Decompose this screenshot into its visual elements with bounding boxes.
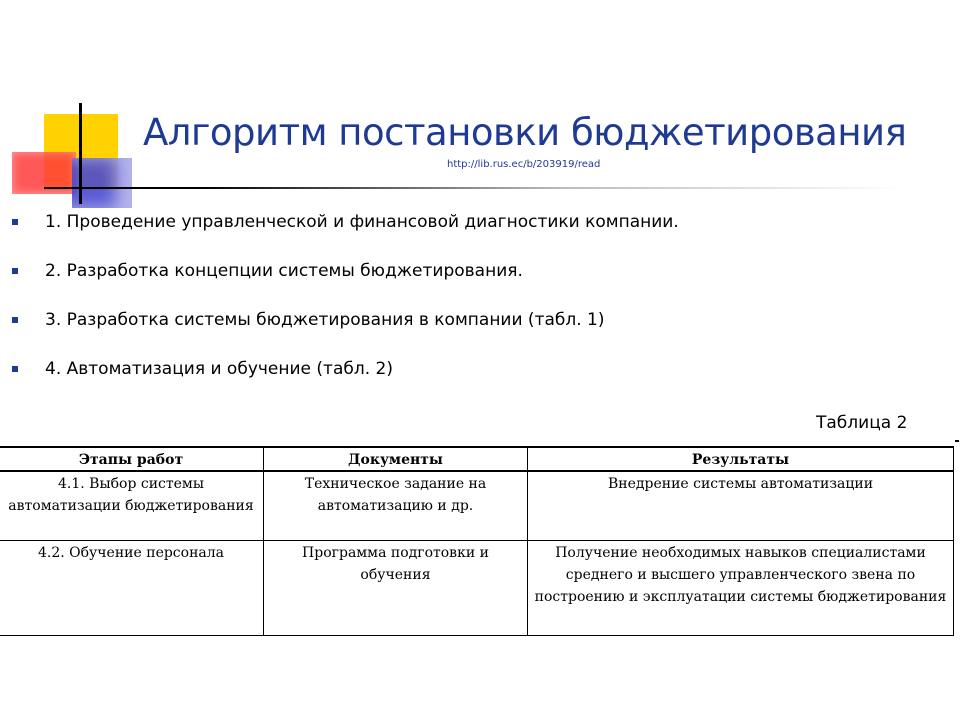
- table-row: [0, 471, 954, 541]
- header-cell-documents: Документы: [264, 447, 528, 471]
- table-cell: Внедрение системы автоматизации: [528, 471, 954, 541]
- table-cell: Получение необходимых навыков специалистами среднего и высшего управленческого звена по построению и эксплуатации системы бюджетирования: [528, 541, 954, 636]
- stages-table: [0, 446, 954, 636]
- bullet-square-icon: [12, 219, 18, 225]
- source-link[interactable]: http://lib.rus.ec/b/203919/read: [447, 159, 601, 170]
- list-item: [12, 310, 942, 359]
- table-cell: Программа подготовки и обучения: [264, 541, 528, 636]
- bullet-text: 4. Автоматизация и обучение (табл. 2): [45, 359, 393, 379]
- list-item: [12, 359, 942, 408]
- bullet-square-icon: [12, 317, 18, 323]
- title-underline: [44, 187, 904, 189]
- table-edge-mark: [955, 440, 959, 442]
- slide-title: Алгоритм постановки бюджетирования: [143, 111, 907, 154]
- table-header-row: [0, 447, 954, 471]
- header-cell-results: Результаты: [528, 447, 954, 471]
- table-cell: 4.1. Выбор системы автоматизации бюджетирования: [0, 471, 264, 541]
- bullet-text: 1. Проведение управленческой и финансовой диагностики компании.: [45, 212, 679, 232]
- bullet-square-icon: [12, 366, 18, 372]
- bullet-square-icon: [12, 268, 18, 274]
- list-item: [12, 212, 942, 261]
- table-cell: Техническое задание на автоматизацию и др.: [264, 471, 528, 541]
- table-row: [0, 541, 954, 636]
- bullet-text: 2. Разработка концепции системы бюджетирования.: [45, 261, 523, 281]
- bullet-list: [12, 212, 942, 408]
- table-cell: 4.2. Обучение персонала: [0, 541, 264, 636]
- table-caption: Таблица 2: [816, 413, 908, 433]
- bullet-text: 3. Разработка системы бюджетирования в компании (табл. 1): [45, 310, 605, 330]
- header-cell-stages: Этапы работ: [0, 447, 264, 471]
- list-item: [12, 261, 942, 310]
